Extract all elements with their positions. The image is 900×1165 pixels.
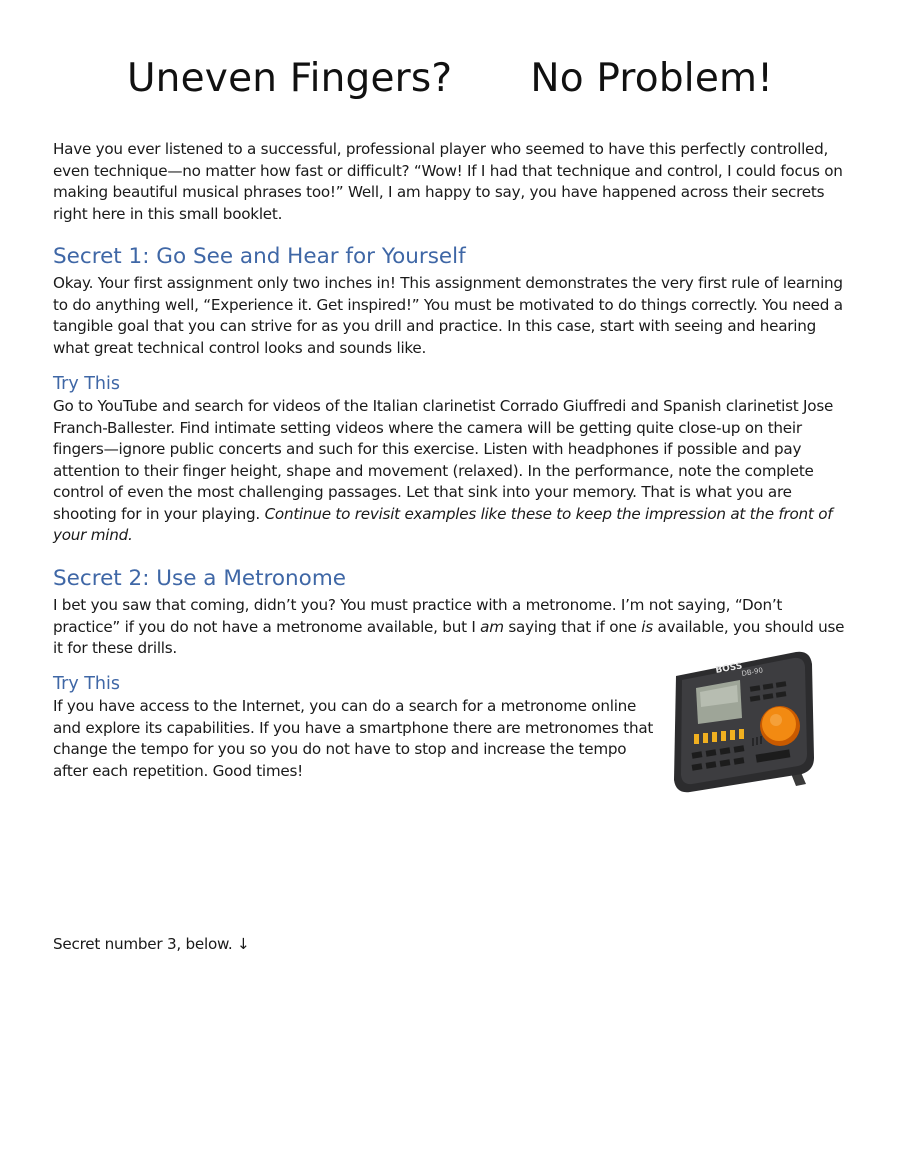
secret-2-emphasis-is: is bbox=[641, 617, 653, 636]
page-title bbox=[0, 56, 900, 101]
secret-2-text-c: available, you should use it for these drills. bbox=[53, 617, 845, 657]
secret-2-text-b: saying that if one bbox=[503, 617, 642, 636]
secret-2-emphasis-am: am bbox=[480, 617, 504, 636]
metronome-image bbox=[668, 646, 818, 796]
secret-1-try-text: Go to YouTube and search for videos of the Italian clarinetist Corrado Giuffredi and Spanish clarinetist Jose Franch-Ballester. Find intimate setting videos where the camera will be getting quite close-up on their fingers—ignore public concerts and such for this exercise. Listen with headphones if possible and pay attention to their finger height, shape and movement (relaxed). In the performance, note the complete control of even the most challenging passages. Let that sink into your memory. That is what you are shooting for in your playing. bbox=[53, 397, 834, 523]
metronome-brand-text: BOSS bbox=[714, 661, 744, 676]
title-part-2: No Problem! bbox=[530, 56, 774, 101]
secret-2-heading: Secret 2: Use a Metronome bbox=[53, 566, 347, 591]
secret-1-heading: Secret 1: Go See and Hear for Yourself bbox=[53, 244, 466, 269]
secret-2-text-a: I bet you saw that coming, didn’t you? You must practice with a metronome. I’m not saying, “Don’t practice” if you do not have a metronome available, but I bbox=[53, 596, 783, 636]
secret-2-try-heading: Try This bbox=[53, 674, 120, 694]
secret-1-paragraph: Okay. Your first assignment only two inches in! This assignment demonstrates the very first rule of learning to do anything well, “Experience it. Get inspired!” You must be motivated to do things correctly. You need a tangible goal that you can strive for as you drill and practice. In this case, start with seeing and hearing what great technical control looks and sounds like. bbox=[53, 274, 843, 357]
secret-2-try-paragraph: If you have access to the Internet, you can do a search for a metronome online and explore its capabilities. If you have a smartphone there are metronomes that change the tempo for you so you do not have to stop and increase the tempo after each repetition. Good times! bbox=[53, 697, 654, 780]
footer-note: Secret number 3, below. ↓ bbox=[53, 935, 250, 953]
secret-1-try-italic: Continue to revisit examples like these to keep the impression at the front of your mind. bbox=[53, 504, 833, 544]
metronome-model-text: DB-90 bbox=[740, 666, 764, 678]
secret-1-try-heading: Try This bbox=[53, 374, 120, 394]
title-part-1: Uneven Fingers? bbox=[126, 56, 453, 101]
intro-paragraph: Have you ever listened to a successful, professional player who seemed to have this perfectly controlled, even technique—no matter how fast or difficult? “Wow! If I had that technique and control, I could focus on making beautiful musical phrases too!” Well, I am happy to say, you have happened across their secrets right here in this small booklet. bbox=[53, 140, 843, 223]
secret-1-try-paragraph bbox=[53, 396, 853, 547]
